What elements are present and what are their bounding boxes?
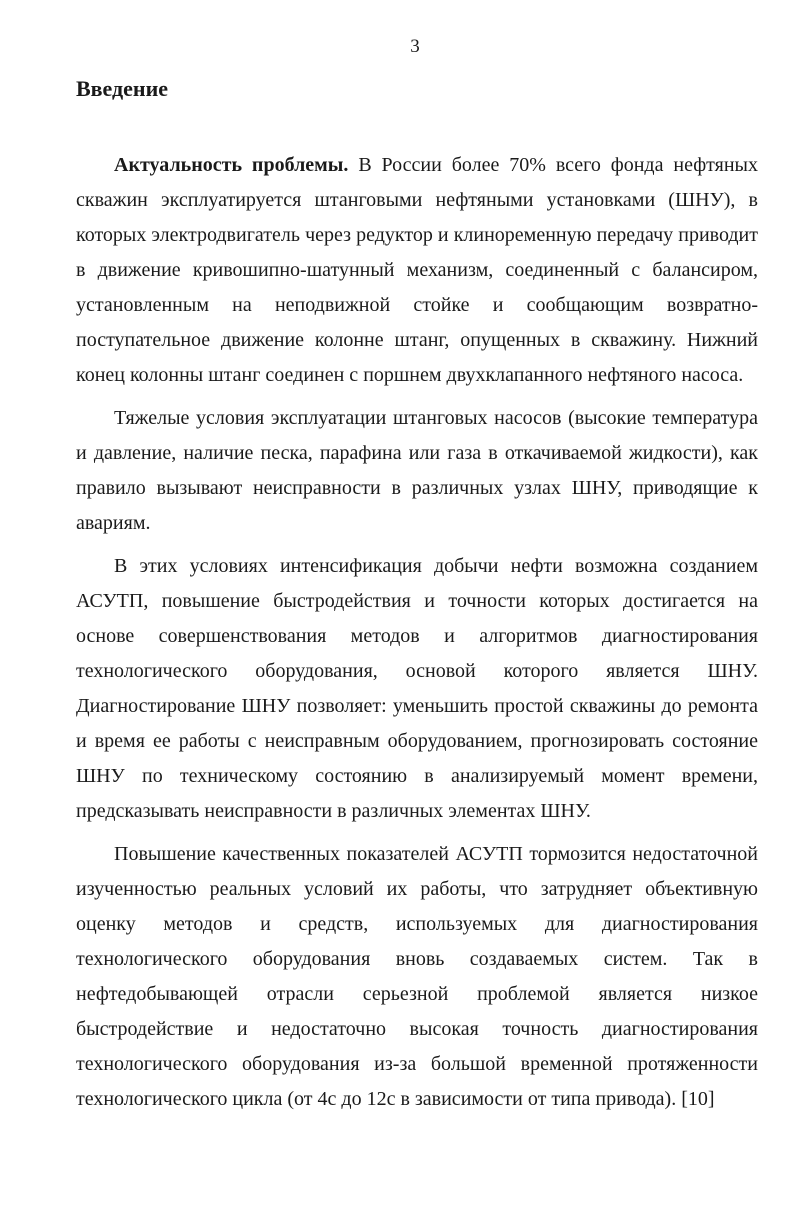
paragraph-intensification: В этих условиях интенсификация добычи нефти возможна созданием АСУТП, повышение быстродействия и точности которых достигается на основе совершенствования методов и алгоритмов диагностирования технологического оборудования, основой которого является ШНУ. Диагностирование ШНУ позволяет: уменьшить простой скважины до ремонта и время ее работы с неисправным оборудованием, прогнозировать состояние ШНУ по техническому состоянию в анализируемый момент времени, предсказывать неисправности в различных элементах ШНУ. [76, 555, 758, 822]
paragraph-conditions: Тяжелые условия эксплуатации штанговых насосов (высокие температура и давление, наличие песка, парафина или газа в откачиваемой жидкости), как правило вызывают неисправности в различных узлах ШНУ, приводящие к авариям. [76, 407, 758, 534]
section-heading: Введение [76, 76, 169, 101]
paragraph-lead: Актуальность проблемы. [114, 154, 349, 176]
paragraph-quality: Повышение качественных показателей АСУТП тормозится недостаточной изученностью реальных условий их работы, что затрудняет объективную оценку методов и средств, используемых для диагностирования технологического оборудования вновь создаваемых систем. Так в нефтедобывающей отрасли серьезной проблемой является низкое быстродействие и недостаточно высокая точность диагностирования технологического оборудования из-за большой временной протяженности технологического цикла (от 4с до 12с в зависимости от типа привода). [10] [76, 843, 758, 1110]
paragraph-relevance [76, 148, 758, 393]
body-text [76, 148, 758, 1125]
paragraph-text: В России более 70% всего фонда нефтяных скважин эксплуатируется штанговыми нефтяными установками (ШНУ), в которых электродвигатель через редуктор и клиноременную передачу приводит в движение кривошипно-шатунный механизм, соединенный с балансиром, установленным на неподвижной стойке и сообщающим возвратно-поступательное движение колонне штанг, опущенных в скважину. Нижний конец колонны штанг соединен с поршнем двухклапанного нефтяного насоса. [76, 154, 758, 386]
page-number: 3 [410, 36, 420, 57]
